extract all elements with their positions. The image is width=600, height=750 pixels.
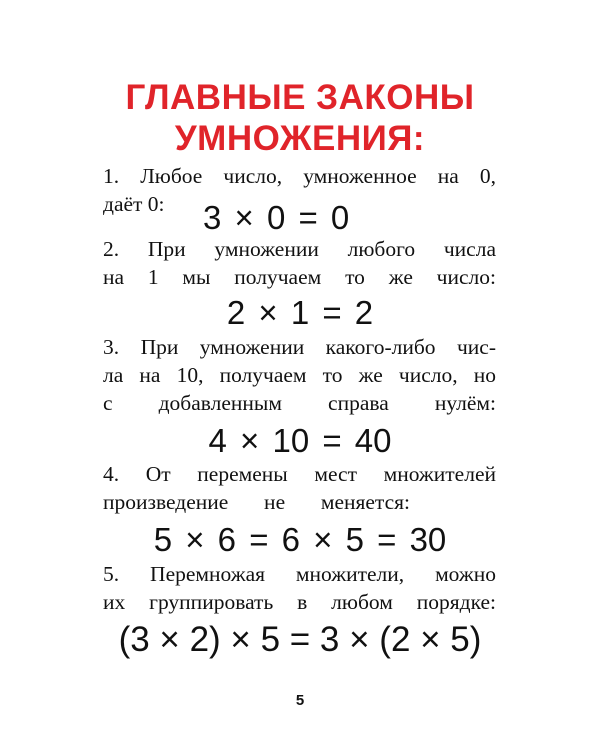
rule-5-text (103, 560, 496, 616)
page-number: 5 (295, 692, 305, 709)
rule-line: 3. При умножении какого-либо чис- (103, 335, 496, 359)
rule-line: 4. От перемены мест множителей (103, 462, 496, 486)
rule-line: 5. Перемножая множители, можно (103, 562, 496, 586)
rule-line: 1. Любое число, умноженное на 0, (103, 164, 496, 188)
rule-line: с добавленным справа нулём: (103, 391, 496, 415)
page-title-line-1: ГЛАВНЫЕ ЗАКОНЫ (125, 78, 475, 117)
rule-2-text (103, 235, 496, 291)
rule-3-formula: 4 × 10 = 40 (208, 422, 392, 459)
rule-line: даёт 0: (103, 192, 165, 216)
rule-1-formula: 3 × 0 = 0 (203, 199, 350, 236)
rule-line: их группировать в любом порядке: (103, 590, 496, 614)
rule-line: произведение не меняется: (103, 490, 410, 514)
rule-line: ла на 10, получаем то же число, но (103, 363, 496, 387)
rule-4-text (103, 460, 496, 516)
rule-5-formula: (3 × 2) × 5 = 3 × (2 × 5) (118, 620, 482, 659)
rule-line: на 1 мы получаем то же число: (103, 265, 496, 289)
rule-3-text (103, 333, 496, 417)
rule-line: 2. При умножении любого числа (103, 237, 496, 261)
page-title-line-2: УМНОЖЕНИЯ: (174, 119, 426, 158)
rule-4-formula: 5 × 6 = 6 × 5 = 30 (153, 521, 447, 558)
rule-2-formula: 2 × 1 = 2 (226, 294, 374, 331)
